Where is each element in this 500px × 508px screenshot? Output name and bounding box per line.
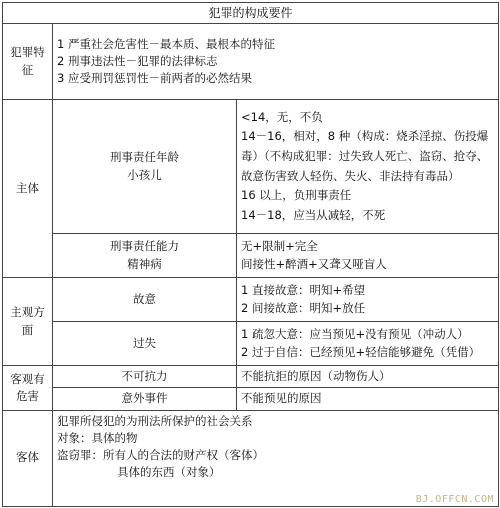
capacity-label: 刑事责任能力 精神病 [53,234,237,278]
age-item: 14－18，应当从减轻，不死 [241,207,386,222]
age-label: 刑事责任年龄 小孩儿 [53,100,237,234]
table-title: 犯罪的构成要件 [3,3,499,24]
object-item: 具体的东西（对象） [117,465,221,480]
features-label: 犯罪特 征 [3,24,53,100]
object-content [53,410,499,506]
crime-elements-table [2,2,499,507]
intent-item: 2 间接故意：明知+放任 [241,300,366,315]
feature-item: 1 严重社会危害性－最本质、最根本的特征 [57,36,275,51]
age-item: 14－16，相对，8 种（构成：烧杀淫掠、伤投爆毒）（不构成犯罪：过失致人死亡、盗窃、抢夺、故意伤害致人轻伤、失火、非法持有毒品） [241,129,489,183]
intent-item: 1 直接故意：明知+希望 [241,283,366,298]
accident-label: 意外事件 [53,388,237,410]
objective-harm-label: 客观有 危害 [3,366,53,411]
capacity-item: 间接性+醉酒+又聋又哑盲人 [241,256,387,271]
negligence-label: 过失 [53,322,237,366]
intent-label: 故意 [53,278,237,322]
age-item: 16 以上，负刑事责任 [241,188,352,203]
age-content [237,100,499,234]
object-item: 对象：具体的物 [57,430,138,445]
negligence-item: 2 过于自信：已经预见+轻信能够避免（凭借） [241,344,481,359]
force-majeure-value: 不能抗拒的原因（动物伤人） [237,366,499,388]
negligence-content [237,322,499,366]
feature-item: 2 刑事违法性－犯罪的法律标志 [57,53,218,68]
site-watermark: BJ.OFFCN.COM [415,494,494,505]
object-label: 客体 [3,410,53,506]
capacity-item: 无+限制+完全 [241,239,318,254]
age-item: <14，无，不负 [241,109,323,124]
feature-item: 3 应受刑罚惩罚性－前两者的必然结果 [57,71,252,86]
subject-label: 主体 [3,100,53,278]
intent-content [237,278,499,322]
force-majeure-label: 不可抗力 [53,366,237,388]
negligence-item: 1 疏忽大意：应当预见+没有预见（冲动人） [241,327,469,342]
features-content [53,24,499,100]
capacity-content [237,234,499,278]
object-item: 盗窃罪：所有人的合法的财产权（客体） [57,448,264,462]
object-item: 犯罪所侵犯的为刑法所保护的社会关系 [57,413,253,428]
subjective-label: 主观方 面 [3,278,53,366]
accident-value: 不能预见的原因 [237,388,499,410]
